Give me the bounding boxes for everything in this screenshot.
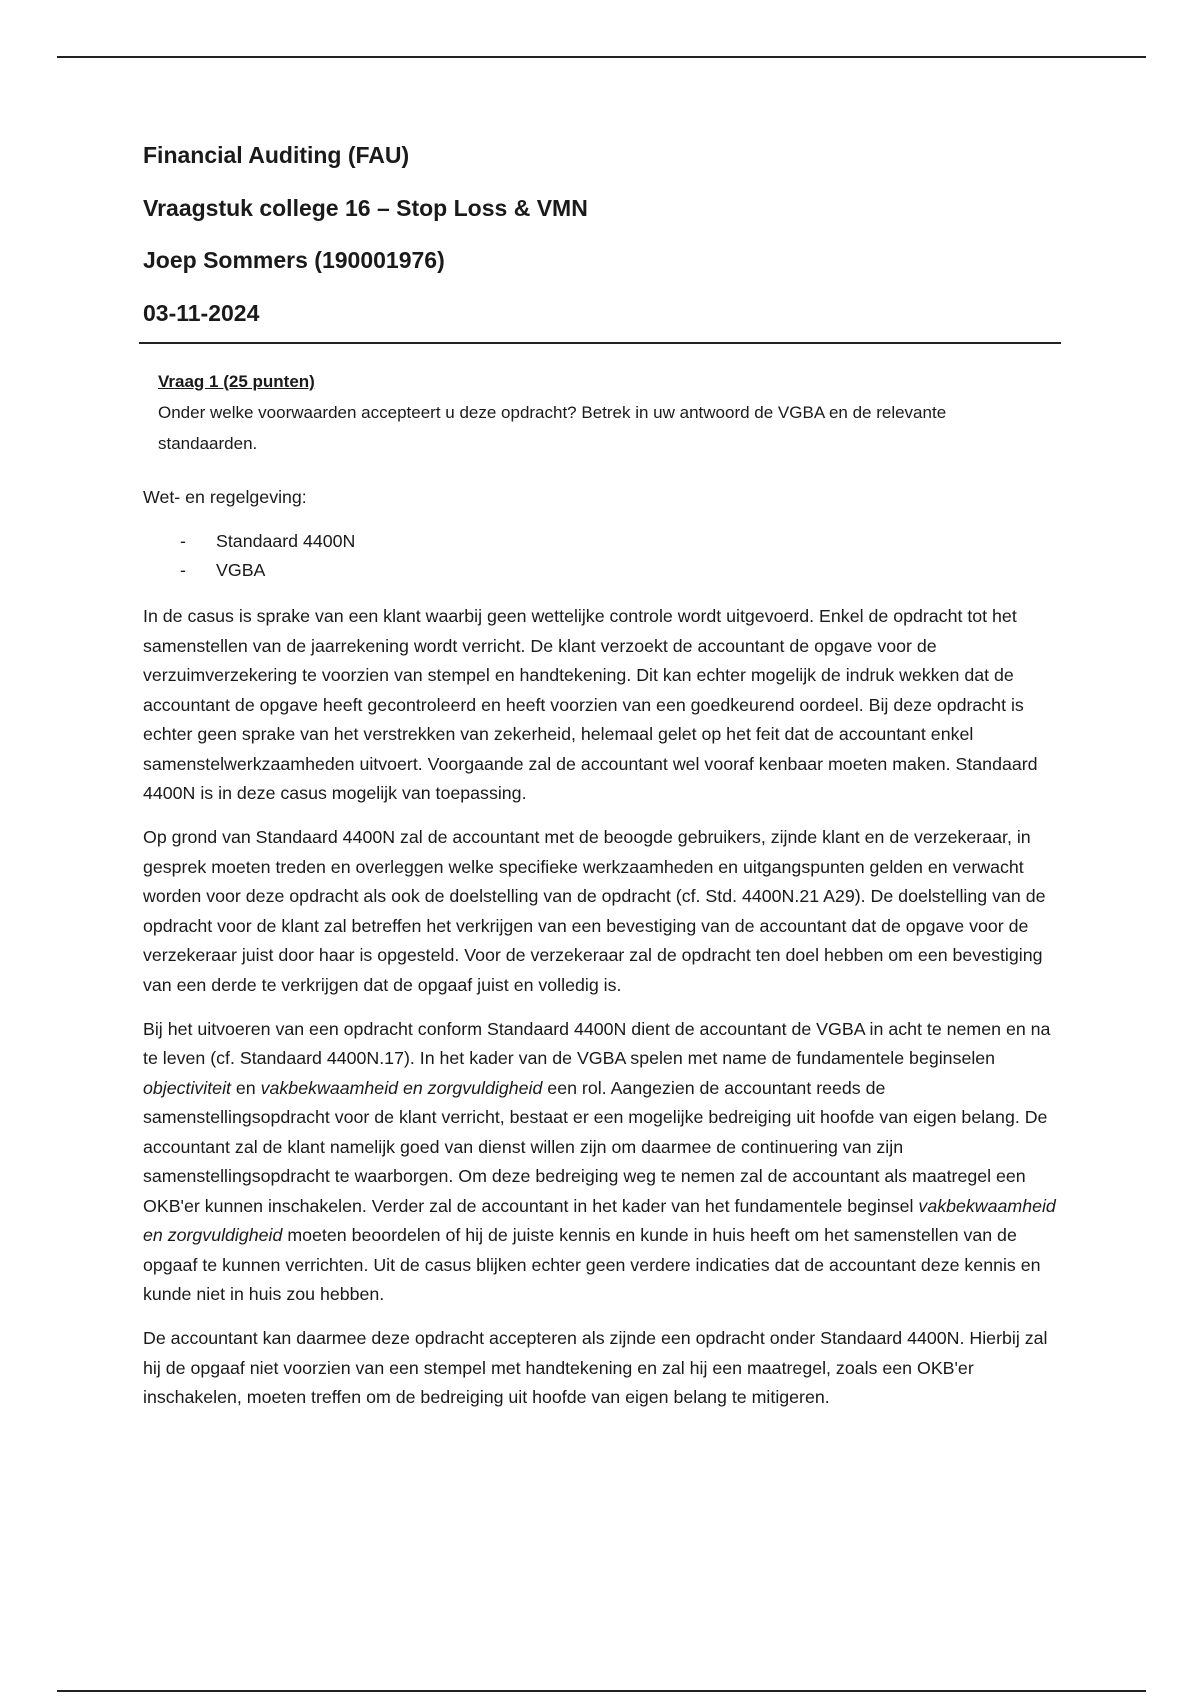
paragraph-conclusion: De accountant kan daarmee deze opdracht accepteren als zijnde een opdracht onder Standaard 4400N. Hierbij zal hij de opgaaf niet voorzien van een stempel met handtekening en zal hij een maatregel, zoals een OKB'er inschakelen, moeten treffen om de bedreiging uit hoofde van eigen belang te mitigeren. xyxy=(143,1328,1048,1407)
question-text: Onder welke voorwaarden accepteert u deze opdracht? Betrek in uw antwoord de VGBA en de relevante standaarden. xyxy=(158,403,947,453)
document-header xyxy=(143,140,1063,350)
question-title: Vraag 1 (25 punten) xyxy=(158,372,315,391)
paragraph-text: Bij het uitvoeren van een opdracht conform Standaard 4400N dient de accountant de VGBA in acht te nemen en na te leven (cf. Standaard 4400N.17). In het kader van de VGBA spelen met name de fundamentele beginselen xyxy=(143,1018,1051,1068)
dash-bullet: - xyxy=(180,531,186,551)
emphasis-text: objectiviteit xyxy=(143,1077,231,1098)
paragraph-text: een rol. Aangezien de accountant reeds de samenstellingsopdracht voor de klant verricht, bestaat er een mogelijke bedreiging uit hoofde van eigen belang. De accountant zal de klant namelijk goed van dienst willen zijn om daarmee de continuering van zijn samenstellingsopdracht te waarborgen. Om deze bedreiging weg te nemen zal de accountant als maatregel een OKB'er kunnen inschakelen. Verder zal de accountant in het kader van het fundamentele beginsel xyxy=(143,1077,1048,1216)
emphasis-text: vakbekwaamheid en zorgvuldigheid xyxy=(260,1077,543,1098)
header-rule xyxy=(139,342,1061,344)
list-item-text: VGBA xyxy=(216,560,266,580)
answer-body xyxy=(143,483,1063,1427)
page-top-rule xyxy=(57,56,1146,58)
document-date: 03-11-2024 xyxy=(143,299,260,326)
emphasis-text: vakbekwaamheid en zorgvuldigheid xyxy=(143,1195,1056,1245)
paragraph-standard: Op grond van Standaard 4400N zal de accountant met de beoogde gebruikers, zijnde klant en de verzekeraar, in gesprek moeten treden en overleggen welke specifieke werkzaamheden en uitgangspunten gelden en verwacht worden voor deze opdracht als ook de doelstelling van de opdracht (cf. Std. 4400N.21 A29). De doelstelling van de opdracht voor de klant zal betreffen het verkrijgen van een bevestiging van de accountant dat de opgave voor de verzekeraar juist door haar is opgesteld. Voor de verzekeraar zal de opdracht ten doel hebben om een bevestiging van een derde te verkrijgen dat de opgaaf juist en volledig is. xyxy=(143,827,1046,995)
paragraph-context: In de casus is sprake van een klant waarbij geen wettelijke controle wordt uitgevoerd. Enkel de opdracht tot het samenstellen van de jaarrekening wordt verricht. De klant verzoekt de accountant de opgave voor de verzuimverzekering te voorzien van stempel en handtekening. Dit kan echter mogelijk de indruk wekken dat de accountant de opgave heeft gecontroleerd en heeft voorzien van een goedkeurend oordeel. Bij deze opdracht is echter geen sprake van het verstrekken van zekerheid, helemaal gelet op het feit dat de accountant enkel samenstelwerkzaamheden uitvoert. Voorgaande zal de accountant wel vooraf kenbaar moeten maken. Standaard 4400N is in deze casus mogelijk van toepassing. xyxy=(143,606,1038,803)
page-bottom-rule xyxy=(57,1690,1146,1692)
paragraph-text: en xyxy=(230,1077,261,1098)
paragraph-vgba xyxy=(143,1015,1063,1310)
list-item-text: Standaard 4400N xyxy=(216,531,356,551)
dash-bullet: - xyxy=(180,560,186,580)
list-item xyxy=(143,556,1063,585)
course-title: Financial Auditing (FAU) xyxy=(143,142,410,168)
list-item xyxy=(143,527,1063,556)
regulation-label: Wet- en regelgeving: xyxy=(143,487,307,507)
paragraph-text: moeten beoordelen of hij de juiste kennis en kunde in huis heeft om het samenstellen van de opgaaf te kunnen verrichten. Uit de casus blijken echter geen verdere indicaties dat de accountant deze kennis en kunde niet in huis zou hebben. xyxy=(143,1225,1041,1304)
assignment-title: Vraagstuk college 16 – Stop Loss & VMN xyxy=(143,194,588,221)
student-name: Joep Sommers (190001976) xyxy=(143,247,445,273)
regulation-list xyxy=(143,527,1063,585)
question-block xyxy=(158,366,1038,459)
